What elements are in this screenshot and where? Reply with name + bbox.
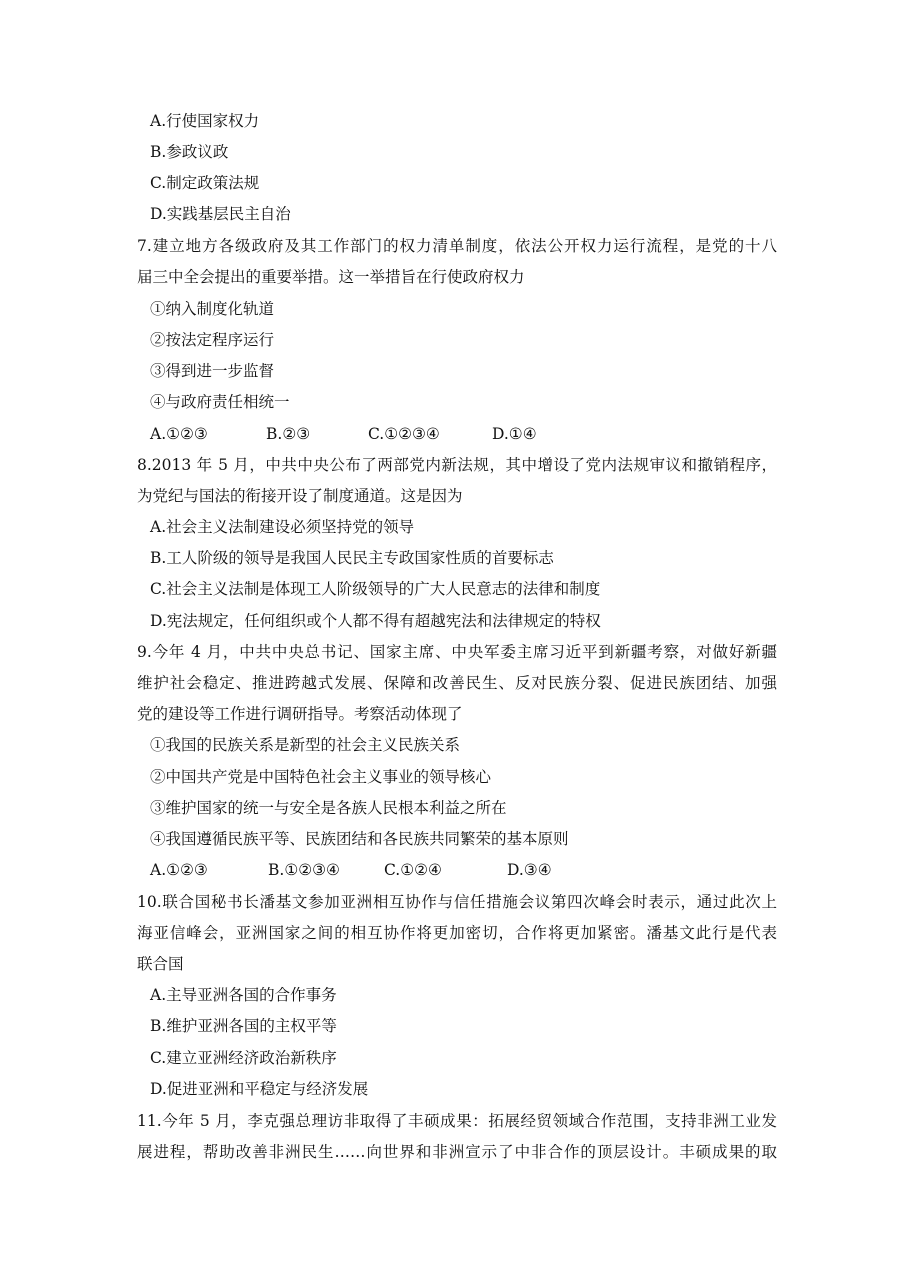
q9-item-1: ①我国的民族关系是新型的社会主义民族关系: [150, 736, 461, 754]
q8-stem-line-1: 8.2013 年 5 月，中共中央公布了两部党内新法规，其中增设了党内法规审议和撤销程序，: [137, 456, 777, 474]
q9-stem-line-2: 维护社会稳定、推进跨越式发展、保障和改善民生、反对民族分裂、促进民族团结、加强: [137, 674, 777, 692]
q6-option-d: D.实践基层民主自治: [150, 205, 291, 223]
q8-option-a: A.社会主义法制建设必须坚持党的领导: [150, 518, 415, 536]
q8-option-b: B.工人阶级的领导是我国人民民主专政国家性质的首要标志: [150, 549, 554, 567]
q9-item-3: ③维护国家的统一与安全是各族人民根本利益之所在: [150, 799, 507, 817]
q10-option-b: B.维护亚洲各国的主权平等: [150, 1017, 337, 1035]
q10-stem-line-3: 联合国: [137, 955, 184, 973]
q9-choice-c: C.①②④: [384, 861, 442, 879]
q7-item-3: ③得到进一步监督: [150, 362, 275, 380]
q6-option-c: C.制定政策法规: [150, 174, 260, 192]
q7-item-2: ②按法定程序运行: [150, 331, 275, 349]
q10-option-a: A.主导亚洲各国的合作事务: [150, 986, 337, 1004]
q9-choice-b: B.①②③④: [268, 861, 340, 879]
q7-choice-b: B.②③: [266, 425, 311, 443]
q7-choice-a: A.①②③: [150, 425, 208, 443]
q9-stem-line-3: 党的建设等工作进行调研指导。考察活动体现了: [137, 705, 463, 723]
q8-stem-line-2: 为党纪与国法的衔接开设了制度通道。这是因为: [137, 487, 463, 505]
q9-choice-d: D.③④: [507, 861, 552, 879]
q9-item-2: ②中国共产党是中国特色社会主义事业的领导核心: [150, 768, 492, 786]
q6-option-b: B.参政议政: [150, 143, 229, 161]
q10-stem-line-2: 海亚信峰会，亚洲国家之间的相互协作将更加密切，合作将更加紧密。潘基文此行是代表: [137, 924, 777, 942]
q7-stem-line-1: 7.建立地方各级政府及其工作部门的权力清单制度，依法公开权力运行流程，是党的十八: [137, 237, 777, 255]
q11-stem-line-1: 11.今年 5 月，李克强总理访非取得了丰硕成果：拓展经贸领域合作范围，支持非洲工业发: [137, 1112, 777, 1130]
q11-stem-line-2: 展进程，帮助改善非洲民生……向世界和非洲宣示了中非合作的顶层设计。丰硕成果的取: [137, 1143, 777, 1161]
q8-option-c: C.社会主义法制是体现工人阶级领导的广大人民意志的法律和制度: [150, 580, 601, 598]
q9-stem-line-1: 9.今年 4 月，中共中央总书记、国家主席、中央军委主席习近平到新疆考察，对做好新疆: [137, 643, 777, 661]
q9-choices: [150, 859, 552, 881]
q9-choice-a: A.①②③: [150, 861, 208, 879]
q7-item-1: ①纳入制度化轨道: [150, 300, 275, 318]
q10-stem-line-1: 10.联合国秘书长潘基文参加亚洲相互协作与信任措施会议第四次峰会时表示，通过此次上: [137, 893, 777, 911]
q7-choice-d: D.①④: [492, 425, 537, 443]
q7-stem-line-2: 届三中全会提出的重要举措。这一举措旨在行使政府权力: [137, 268, 525, 286]
q10-option-d: D.促进亚洲和平稳定与经济发展: [150, 1080, 369, 1098]
q9-item-4: ④我国遵循民族平等、民族团结和各民族共同繁荣的基本原则: [150, 830, 569, 848]
q6-option-a: A.行使国家权力: [150, 112, 260, 130]
q10-option-c: C.建立亚洲经济政治新秩序: [150, 1049, 337, 1067]
q7-choices: [150, 423, 537, 445]
q7-item-4: ④与政府责任相统一: [150, 393, 290, 411]
q7-choice-c: C.①②③④: [368, 425, 440, 443]
q8-option-d: D.宪法规定，任何组织或个人都不得有超越宪法和法律规定的特权: [150, 612, 601, 630]
